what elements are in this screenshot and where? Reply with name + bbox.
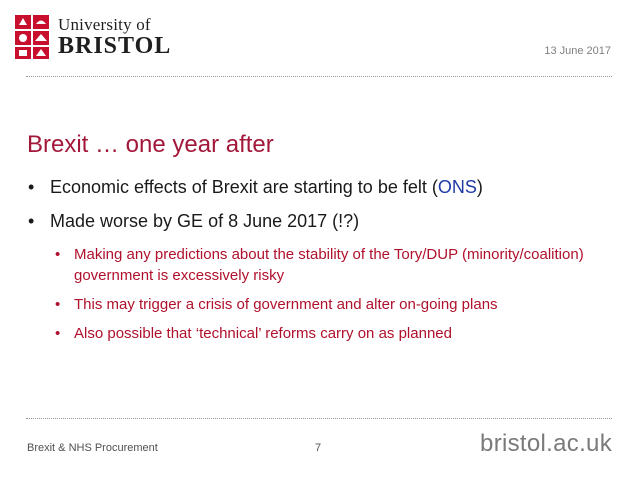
bullet-glyph: • <box>28 211 35 231</box>
slide-title: Brexit … one year after <box>27 131 274 158</box>
slide-date: 13 June 2017 <box>544 45 611 57</box>
sub-bullet-glyph: • <box>55 296 61 313</box>
logo-line-2: BRISTOL <box>58 33 172 59</box>
sub-bullet-item <box>28 244 613 286</box>
bullet-list <box>28 176 613 352</box>
bullet-text: Economic effects of Brexit are starting to be felt ( <box>50 177 438 197</box>
logo-line-1: University of <box>58 15 151 34</box>
logo-wordmark <box>58 16 171 58</box>
university-crest-icon <box>14 14 50 60</box>
bullet-item <box>28 176 613 198</box>
sub-bullet-item <box>28 323 613 344</box>
footer-website: bristol.ac.uk <box>480 430 612 457</box>
sub-bullet-glyph: • <box>55 325 61 342</box>
sub-bullet-text: Making any predictions about the stability of the Tory/DUP (minority/coalition) government is excessively risky <box>74 246 584 284</box>
sub-bullet-item <box>28 294 613 315</box>
sub-bullet-text: This may trigger a crisis of government and alter on-going plans <box>74 296 498 313</box>
bullet-item <box>28 210 613 232</box>
university-logo <box>14 14 172 64</box>
page-number: 7 <box>315 442 322 454</box>
header-divider <box>26 76 612 77</box>
footer-divider <box>26 418 612 419</box>
sub-bullet-text: Also possible that ‘technical’ reforms carry on as planned <box>74 325 452 342</box>
footer-presentation-title: Brexit & NHS Procurement <box>27 442 158 454</box>
bullet-glyph: • <box>28 177 35 197</box>
ons-link[interactable]: ONS <box>437 177 477 197</box>
sub-bullet-glyph: • <box>55 246 61 263</box>
bullet-text: Made worse by GE of 8 June 2017 (!?) <box>50 211 360 231</box>
bullet-text-suffix: ) <box>476 177 483 197</box>
